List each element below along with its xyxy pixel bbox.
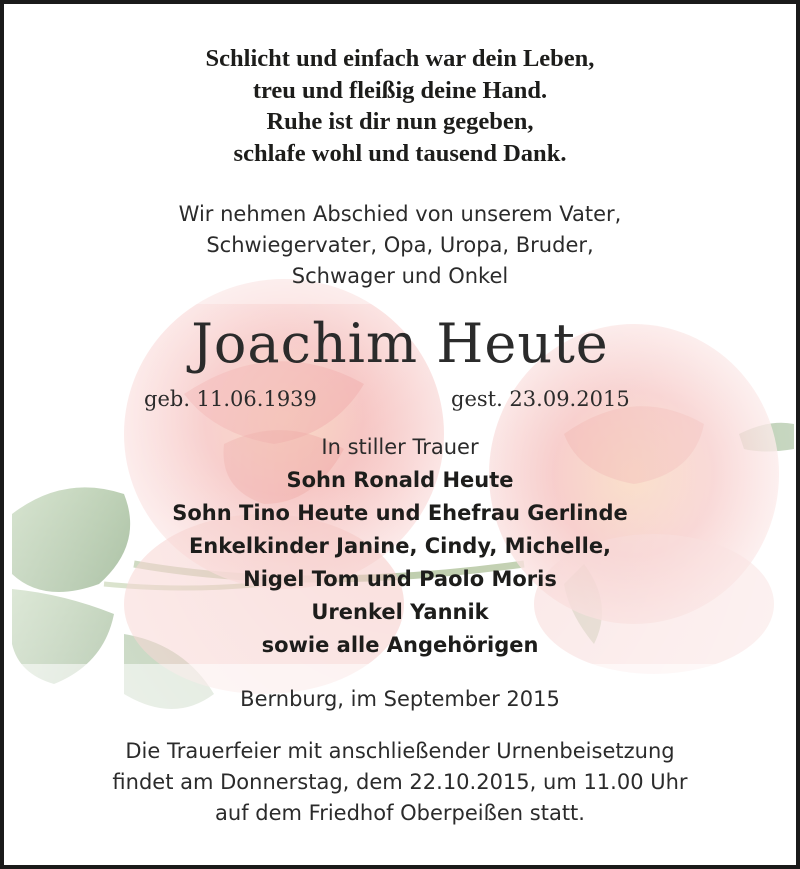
farewell-intro: [4, 199, 796, 292]
mourner-line: Enkelkinder Janine, Cindy, Michelle,: [188, 534, 612, 558]
mourners-list: [4, 431, 796, 662]
poem-line: treu und fleißig deine Hand.: [252, 76, 548, 104]
intro-line: Schwager und Onkel: [291, 264, 509, 288]
poem-line: Ruhe ist dir nun gegeben,: [266, 108, 534, 135]
obituary-content: [4, 4, 796, 865]
death-date: gest. 23.09.2015: [451, 387, 630, 411]
ceremony-notice: [4, 736, 796, 829]
mourner-line: sowie alle Angehörigen: [261, 633, 539, 657]
mourner-line: Sohn Tino Heute und Ehefrau Gerlinde: [172, 501, 628, 525]
memorial-poem: [4, 43, 796, 169]
place-and-date: Bernburg, im September 2015: [240, 687, 560, 711]
ceremony-line: findet am Donnerstag, dem 22.10.2015, um 11.00 Uhr: [112, 770, 688, 794]
deceased-name: Joachim Heute: [191, 312, 609, 375]
mourning-lead: In stiller Trauer: [321, 435, 479, 459]
poem-line: Schlicht und einfach war dein Leben,: [205, 45, 595, 72]
birth-date: geb. 11.06.1939: [144, 387, 317, 411]
mourner-line: Sohn Ronald Heute: [286, 468, 514, 492]
ceremony-line: auf dem Friedhof Oberpeißen statt.: [215, 801, 585, 825]
intro-line: Wir nehmen Abschied von unserem Vater,: [178, 202, 622, 226]
mourner-line: Urenkel Yannik: [311, 600, 489, 624]
ceremony-line: Die Trauerfeier mit anschließender Urnenbeisetzung: [125, 739, 675, 763]
poem-line: schlafe wohl und tausend Dank.: [233, 139, 567, 167]
mourner-line: Nigel Tom und Paolo Moris: [243, 567, 557, 591]
intro-line: Schwiegervater, Opa, Uropa, Bruder,: [206, 233, 594, 257]
